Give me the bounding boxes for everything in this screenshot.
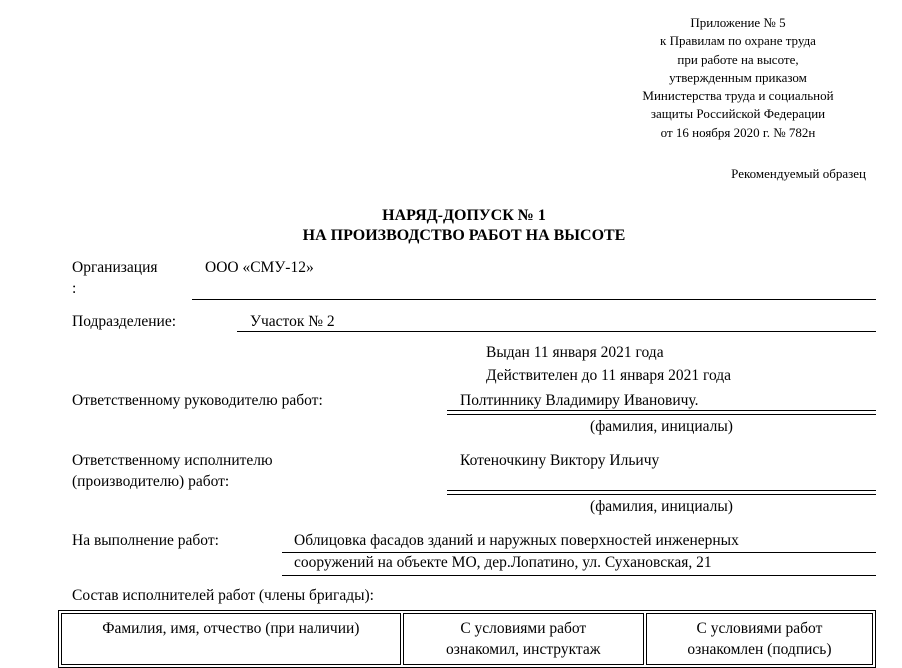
appendix-line: к Правилам по охране труда	[660, 33, 816, 49]
executor-label-line-2: (производителю) работ:	[72, 473, 230, 490]
division-value: Участок № 2	[250, 313, 335, 330]
appendix-line: утвержденным приказом	[669, 69, 807, 85]
column-header-line: ознакомлен (подпись)	[687, 641, 832, 658]
column-header-line: С условиями работ	[696, 620, 823, 637]
executor-underline	[447, 490, 876, 495]
organization-colon: :	[72, 280, 77, 297]
executor-hint: (фамилия, инициалы)	[590, 498, 733, 515]
appendix-line: защиты Российской Федерации	[650, 106, 826, 122]
title-line-1: НАРЯД-ДОПУСК № 1	[382, 207, 546, 224]
valid-until-date: Действителен до 11 января 2021 года	[486, 367, 732, 384]
organization-underline	[192, 299, 876, 300]
work-label: На выполнение работ:	[72, 532, 219, 549]
manager-underline	[447, 410, 876, 415]
title-line-2: НА ПРОИЗВОДСТВО РАБОТ НА ВЫСОТЕ	[302, 227, 626, 244]
column-header-line: ознакомил, инструктаж	[446, 641, 601, 658]
column-header-line: С условиями работ	[460, 620, 587, 637]
manager-value: Полтиннику Владимиру Ивановичу.	[460, 392, 699, 409]
crew-table-header-row	[61, 613, 873, 665]
appendix-line: от 16 ноября 2020 г. № 782н	[660, 124, 816, 140]
column-header-line: Фамилия, имя, отчество (при наличии)	[102, 620, 360, 637]
division-underline	[237, 331, 876, 332]
crew-column-name	[61, 613, 401, 665]
manager-label: Ответственному руководителю работ:	[72, 392, 323, 409]
recommended-sample-note: Рекомендуемый образец	[731, 166, 866, 181]
appendix-line: при работе на высоте,	[677, 51, 799, 67]
work-underline-2	[282, 575, 876, 576]
crew-column-instructed	[403, 613, 644, 665]
manager-hint: (фамилия, инициалы)	[590, 418, 733, 435]
organization-value: ООО «СМУ-12»	[205, 259, 314, 276]
work-value-line-1: Облицовка фасадов зданий и наружных поверхностей инженерных	[294, 532, 739, 549]
work-value-line-2: сооружений на объекте МО, дер.Лопатино, ул. Сухановская, 21	[294, 554, 712, 571]
crew-column-acknowledged	[646, 613, 873, 665]
division-label: Подразделение:	[72, 313, 177, 330]
appendix-line: Министерства труда и социальной	[642, 88, 834, 104]
issued-date: Выдан 11 января 2021 года	[486, 344, 664, 361]
crew-label: Состав исполнителей работ (члены бригады):	[72, 587, 374, 604]
crew-table	[58, 610, 876, 668]
organization-label: Организация	[72, 259, 158, 276]
appendix-line: Приложение № 5	[690, 15, 786, 30]
appendix-header	[600, 14, 876, 142]
executor-label-line-1: Ответственному исполнителю	[72, 452, 273, 469]
document-title	[52, 206, 876, 246]
executor-value: Котеночкину Виктору Ильичу	[460, 452, 660, 469]
